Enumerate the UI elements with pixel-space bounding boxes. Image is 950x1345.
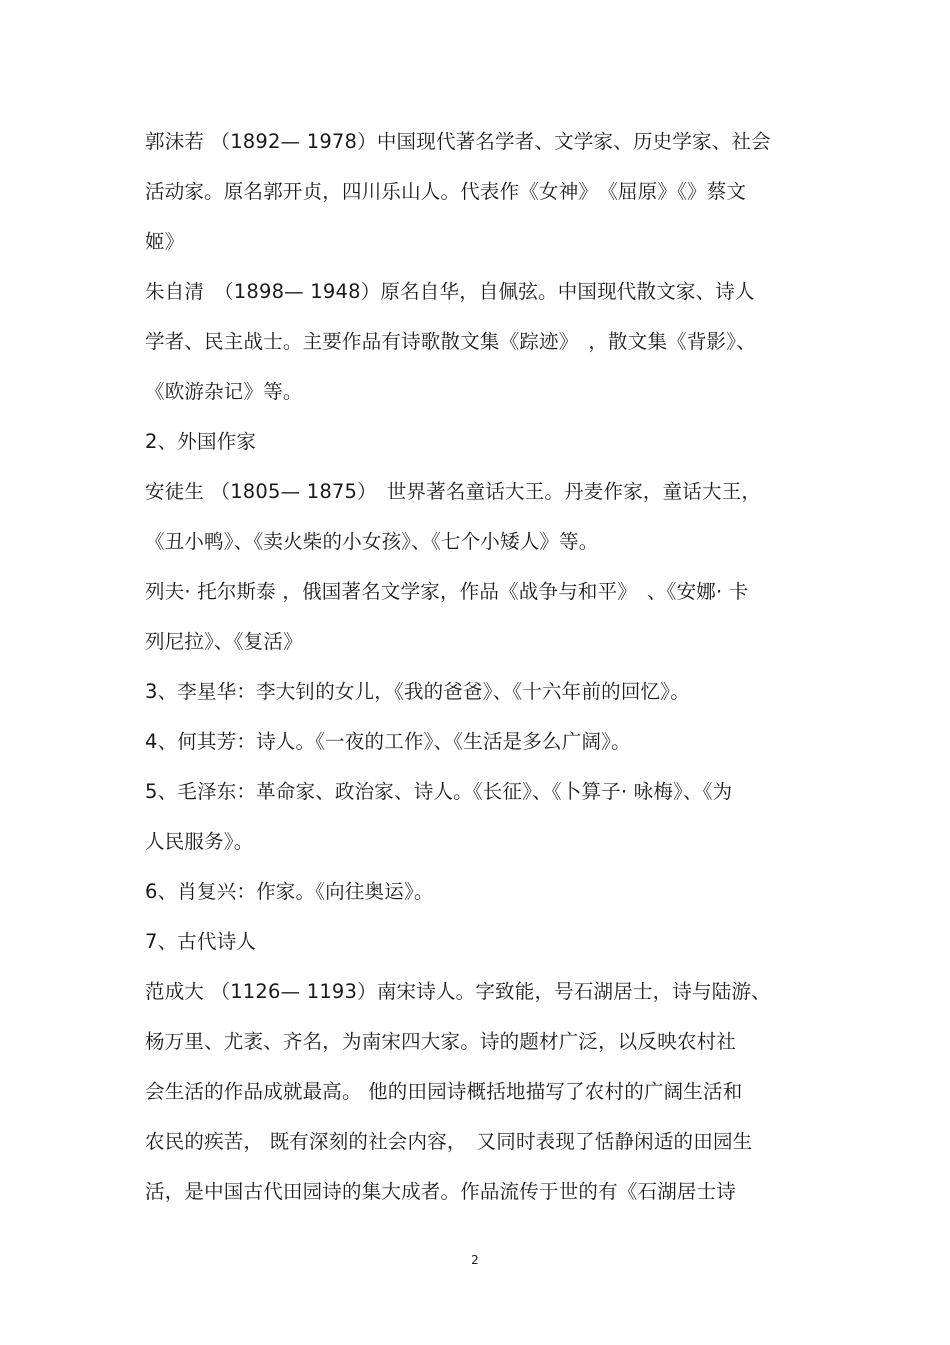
text-line: 活动家。原名郭开贞，四川乐山人。代表作《女神》 《屈原》《》蔡文 bbox=[145, 180, 747, 203]
text-line: 杨万里、尤袤、齐名，为南宋四大家。诗的题材广泛，以反映农村社 bbox=[145, 1030, 737, 1053]
section-heading: 7、古代诗人 bbox=[145, 930, 257, 953]
text-line: 《欧游杂记》等。 bbox=[145, 380, 303, 403]
text-line: 活，是中国古代田园诗的集大成者。作品流传于世的有《石湖居士诗 bbox=[145, 1180, 737, 1203]
section-heading: 2、外国作家 bbox=[145, 430, 257, 453]
text-line: 会生活的作品成就最高。 他的田园诗概括地描写了农村的广阔生活和 bbox=[145, 1080, 743, 1103]
text-line: 6、肖复兴：作家。《向往奥运》。 bbox=[145, 880, 434, 903]
page-number: 2 bbox=[471, 1253, 479, 1267]
text-line: 《丑小鸭》、《卖火柴的小女孩》、《七个小矮人》等。 bbox=[145, 530, 599, 553]
text-line: 农民的疾苦， 既有深刻的社会内容， 又同时表现了恬静闲适的田园生 bbox=[145, 1130, 753, 1153]
text-line: 范成大 （1126— 1193）南宋诗人。字致能，号石湖居士，诗与陆游、 bbox=[145, 980, 771, 1003]
text-line: 人民服务》。 bbox=[145, 830, 254, 853]
text-line: 安徒生 （1805— 1875） 世界著名童话大王。丹麦作家，童话大王， bbox=[145, 480, 762, 503]
text-line: 3、李星华：李大钊的女儿，《我的爸爸》、《十六年前的回忆》。 bbox=[145, 680, 690, 703]
text-line: 姬》 bbox=[145, 230, 185, 253]
text-line: 5、毛泽东：革命家、政治家、诗人。《长征》、《卜算子· 咏梅》、《为 bbox=[145, 780, 733, 803]
text-line: 列夫· 托尔斯泰 ，俄国著名文学家，作品《战争与和平》 、《安娜· 卡 bbox=[145, 580, 749, 603]
text-line: 郭沫若 （1892— 1978）中国现代著名学者、文学家、历史学家、社会 bbox=[145, 130, 771, 153]
text-line: 学者、民主战士。主要作品有诗歌散文集《踪迹》 ，散文集《背影》、 bbox=[145, 330, 756, 353]
text-line: 列尼拉》、《复活》 bbox=[145, 630, 303, 653]
text-line: 朱自清 （1898— 1948）原名自华，自佩弦。中国现代散文家、诗人 bbox=[145, 280, 755, 303]
text-line: 4、何其芳：诗人。《一夜的工作》、《生活是多么广阔》。 bbox=[145, 730, 631, 753]
